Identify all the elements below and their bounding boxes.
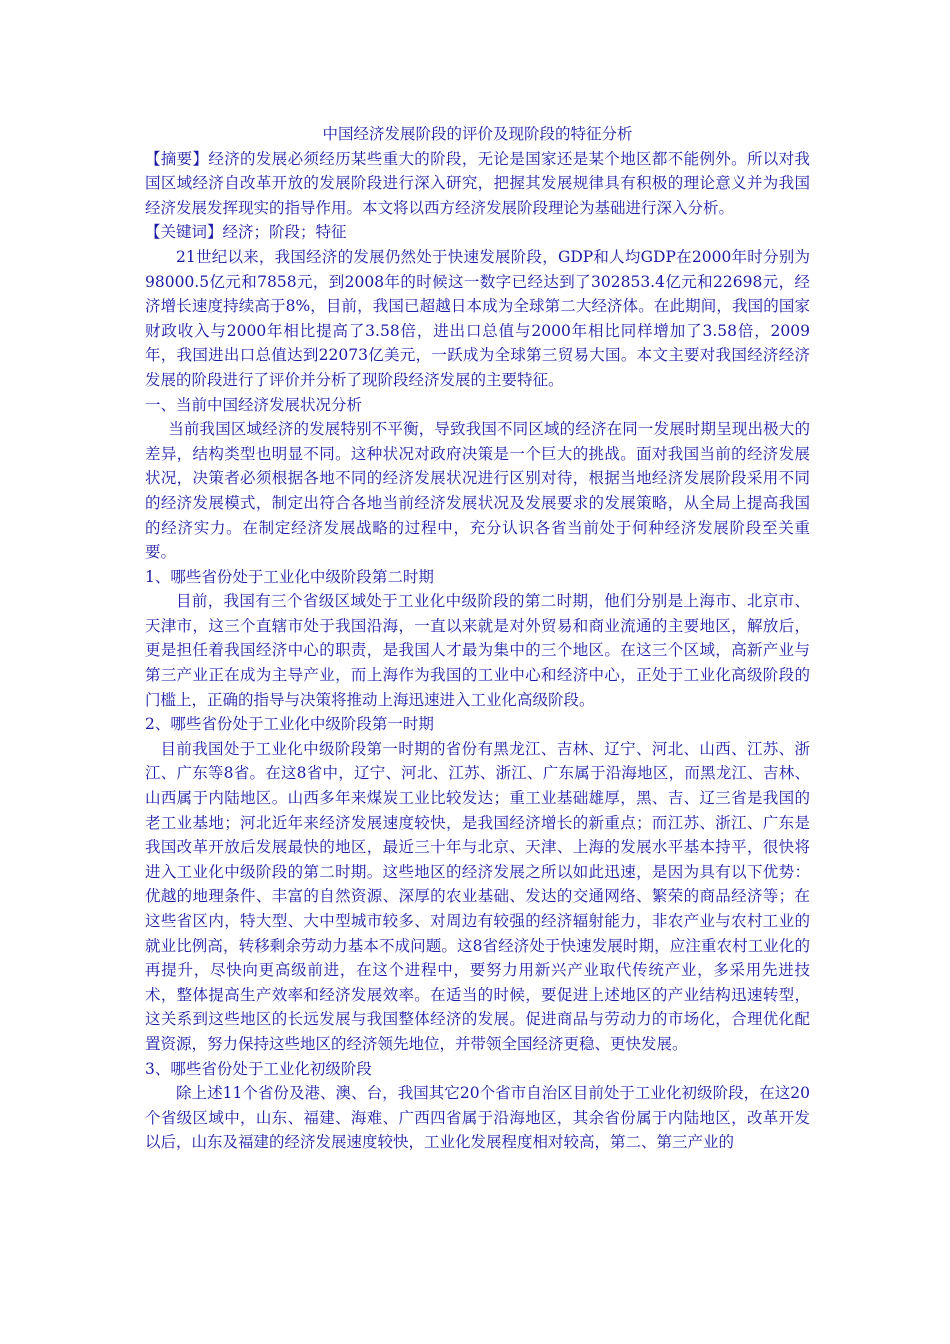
keywords-line: 【关键词】经济；阶段；特征	[145, 223, 347, 242]
intro-paragraph: 21世纪以来，我国经济的发展仍然处于快速发展阶段，GDP和人均GDP在2000年时分别为98000.5亿元和7858元，到2008年的时候这一数字已经达到了302853.4亿元和22698元，经济增长速度持续高于8%，目前，我国已超越日本成为全球第二大经济体。在此期间，我国的国家财政收入与2000年相比提高了3.58倍，进出口总值与2000年相比同样增加了3.58倍，2009年，我国进出口总值达到22073亿美元，一跃成为全球第三贸易大国。本文主要对我国经济经济发展的阶段进行了评价并分析了现阶段经济发展的主要特征。	[145, 247, 810, 389]
document-page	[145, 122, 810, 1155]
subsection-1-paragraph: 目前，我国有三个省级区域处于工业化中级阶段的第二时期，他们分别是上海市、北京市、天津市，这三个直辖市处于我国沿海，一直以来就是对外贸易和商业流通的主要地区，解放后，更是担任着我国经济中心的职责，是我国人才最为集中的三个地区。在这三个区域，高新产业与第三产业正在成为主导产业，而上海作为我国的工业中心和经济中心，正处于工业化高级阶段的门槛上，正确的指导与决策将推动上海迅速进入工业化高级阶段。	[145, 592, 810, 709]
document-title: 中国经济发展阶段的评价及现阶段的特征分析	[322, 125, 633, 143]
subsection-2-paragraph: 目前我国处于工业化中级阶段第一时期的省份有黑龙江、吉林、辽宁、河北、山西、江苏、浙江、广东等8省。在这8省中，辽宁、河北、江苏、浙江、广东属于沿海地区，而黑龙江、吉林、山西属于内陆地区。山西多年来煤炭工业比较发达；重工业基础雄厚，黑、吉、辽三省是我国的老工业基地；河北近年来经济发展速度较快，是我国经济增长的新重点；而江苏、浙江、广东是我国改革开放后发展最快的地区，最近三十年与北京、天津、上海的发展水平基本持平，很快将进入工业化中级阶段的第二时期。这些地区的经济发展之所以如此迅速，是因为具有以下优势：优越的地理条件、丰富的自然资源、深厚的农业基础、发达的交通网络、繁荣的商品经济等；在这些省区内，特大型、大中型城市较多、对周边有较强的经济辐射能力，非农产业与农村工业的就业比例高，转移剩余劳动力基本不成问题。这8省经济处于快速发展时期，应注重农村工业化的再提升，尽快向更高级前进，在这个进程中，要努力用新兴产业取代传统产业，多采用先进技术，整体提高生产效率和经济发展效率。在适当的时候，要促进上述地区的产业结构迅速转型，这关系到这些地区的长远发展与我国整体经济的发展。促进商品与劳动力的市场化，合理优化配置资源，努力保持这些地区的经济领先地位，并带领全国经济更稳、更快发展。	[145, 739, 810, 1053]
subsection-3-paragraph: 除上述11个省份及港、澳、台，我国其它20个省市自治区目前处于工业化初级阶段，在这20个省级区域中，山东、福建、海难、广西四省属于沿海地区，其余省份属于内陆地区，改革开发以后，山东及福建的经济发展速度较快，工业化发展程度相对较高，第二、第三产业的	[145, 1084, 810, 1152]
subsection-2-heading: 2、哪些省份处于工业化中级阶段第一时期	[145, 715, 434, 734]
section-1-paragraph: 当前我国区域经济的发展特别不平衡，导致我国不同区域的经济在同一发展时期呈现出极大的差异，结构类型也明显不同。这种状况对政府决策是一个巨大的挑战。面对我国当前的经济发展状况，决策者必须根据各地不同的经济发展状况进行区别对待，根据当地经济发展阶段采用不同的经济发展模式，制定出符合各地当前经济发展状况及发展要求的发展策略，从全局上提高我国的经济实力。在制定经济发展战略的过程中，充分认识各省当前处于何种经济发展阶段至关重要。	[145, 420, 810, 562]
abstract-paragraph: 【摘要】经济的发展必须经历某些重大的阶段，无论是国家还是某个地区都不能例外。所以对我国区域经济自改革开放的发展阶段进行深入研究，把握其发展规律具有积极的理论意义并为我国经济发展发挥现实的指导作用。本文将以西方经济发展阶段理论为基础进行深入分析。	[145, 149, 810, 217]
subsection-1-heading: 1、哪些省份处于工业化中级阶段第二时期	[145, 567, 434, 586]
subsection-3-heading: 3、哪些省份处于工业化初级阶段	[145, 1059, 372, 1078]
section-1-heading: 一、当前中国经济发展状况分析	[145, 395, 363, 414]
